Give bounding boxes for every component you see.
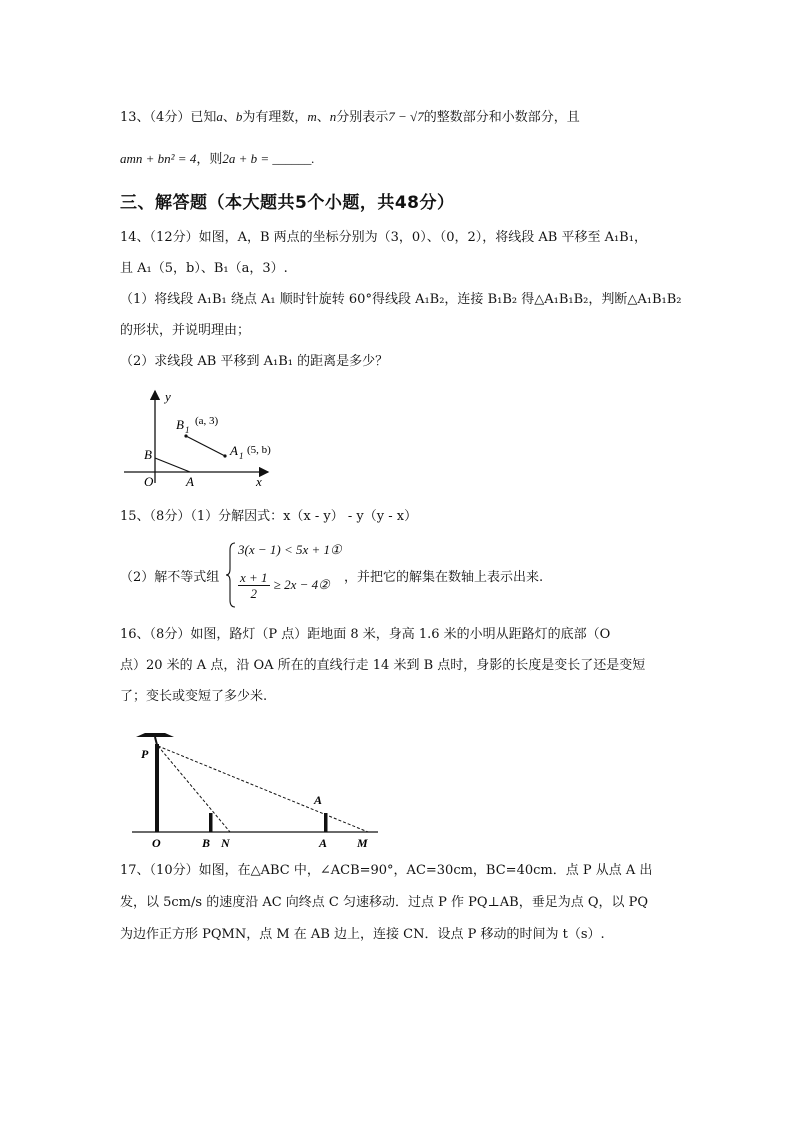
q17-line3: 为边作正方形 PQMN，点 M 在 AB 边上，连接 CN．设点 P 移动的时间为 t（s）. [120, 927, 605, 942]
fraction-numerator: x + 1 [240, 570, 268, 585]
point-a1 [223, 454, 226, 457]
point-a-label: A [186, 474, 194, 489]
lamp-head [136, 733, 174, 737]
q16-figure [120, 725, 390, 855]
q17-line2: 发，以 5cm/s 的速度沿 AC 向终点 C 匀速移动．过点 P 作 PQ⊥AB，垂足为点 Q，以 PQ [120, 895, 649, 910]
point-b-label: B [144, 447, 152, 462]
q14-part1-a: （1）将线段 A₁B₁ 绕点 A₁ 顺时针旋转 60°得线段 A₁B₂，连接 B₁B₂ 得△A₁B₁B₂，判断△A₁B₁B₂ [120, 292, 682, 307]
label-m: M [357, 836, 368, 850]
q13-ask: 2a + b = ______. [222, 151, 315, 166]
segment-a1b1 [186, 436, 225, 456]
q13-text4: ，则 [196, 152, 223, 167]
label-p: P [141, 747, 149, 761]
point-b1-subscript: 1 [185, 425, 190, 435]
q13-var-n: n [329, 109, 337, 124]
q14-part1-b: 的形状，并说明理由； [120, 323, 251, 338]
point-a1-coord: (5, b) [247, 444, 271, 456]
q13-text2: 分别表示 [336, 110, 389, 125]
lamp-neck [155, 737, 157, 745]
label-a-top: A [314, 793, 323, 807]
q16-line1: 16、（8分）如图，路灯（P 点）距地面 8 米，身高 1.6 米的小明从距路灯的底部（O [120, 627, 611, 642]
point-a1-subscript: 1 [239, 451, 244, 461]
q14-line2: 且 A₁（5，b）、B₁（a，3）. [120, 261, 288, 276]
ray-to-n [158, 746, 230, 832]
q14-figure [120, 385, 280, 490]
origin-label: O [144, 474, 154, 489]
q14-line1: 14、（12分）如图，A，B 两点的坐标分别为（3，0）、（0，2），将线段 AB 平移至 A₁B₁， [120, 230, 647, 245]
q13-condition: amn + bn² = 4 [120, 151, 197, 166]
point-b1-label: B [176, 417, 184, 432]
label-n: N [221, 836, 230, 850]
inequality-2-fraction [238, 570, 270, 601]
inequality-2-rest: ≥ 2x − 4② [273, 577, 330, 592]
q17-line1: 17、（10分）如图，在△ABC 中，∠ACB=90°，AC=30cm，BC=40cm．点 P 从点 A 出 [120, 863, 653, 878]
q16-line2: 点）20 米的 A 点，沿 OA 所在的直线行走 14 米到 B 点时，身影的长度是变长了还是变短 [120, 658, 646, 673]
q15-part2-suffix: ，并把它的解集在数轴上表示出来. [344, 570, 544, 585]
q14-part2: （2）求线段 AB 平移到 A₁B₁ 的距离是多少？ [120, 354, 389, 369]
fraction-denominator: 2 [250, 586, 258, 601]
label-o: O [152, 836, 161, 850]
label-b: B [202, 836, 211, 850]
q15-line1: 15、（8分）（1）分解因式：x（x - y） - y（y - x） [120, 509, 418, 524]
ray-to-m [158, 746, 368, 832]
q13-number: 13、（4分）已知 [120, 110, 217, 125]
point-b1-coord: (a, 3) [195, 415, 219, 427]
inequality-1: 3(x − 1) < 5x + 1① [238, 542, 342, 557]
label-a: A [319, 836, 328, 850]
person-at-b [209, 813, 213, 832]
lamp-pole [155, 744, 159, 832]
q13-sep1: 、 [222, 110, 236, 125]
q16-line3: 了；变长或变短了多少米. [120, 689, 268, 704]
q13-text1: 为有理数， [242, 110, 308, 125]
q13-line2 [120, 150, 315, 169]
q13-sep2: 、 [316, 110, 330, 125]
y-axis-label: y [165, 389, 171, 404]
q13-line1 [120, 108, 580, 127]
q13-var-m: m [307, 109, 317, 124]
q13-expression: 7 − √7 [388, 109, 424, 124]
q15-part2-prefix: （2）解不等式组 [120, 570, 220, 585]
inequality-2 [238, 570, 330, 601]
section-heading: 三、解答题（本大题共5个小题，共48分） [120, 193, 455, 213]
segment-ab [155, 458, 190, 472]
q13-var-b: b [235, 109, 243, 124]
person-at-a [324, 813, 328, 832]
system-brace [226, 542, 236, 608]
q13-text3: 的整数部分和小数部分，且 [423, 110, 580, 125]
point-a1-label: A [230, 443, 238, 458]
x-axis-label: x [256, 474, 262, 489]
q13-var-a: a [216, 109, 223, 124]
